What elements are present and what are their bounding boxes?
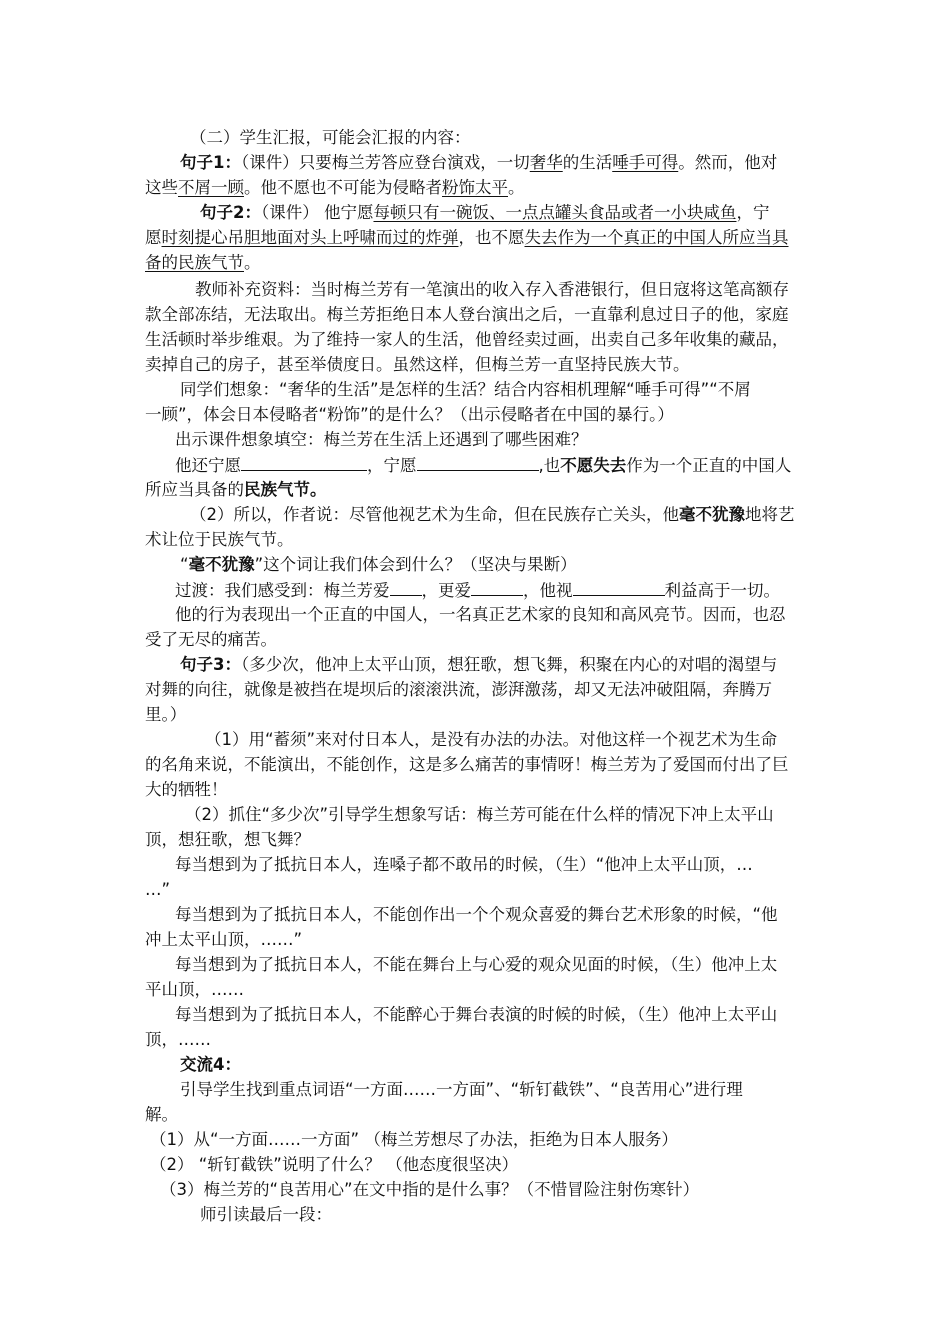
sentence-2-label: 句子2：: [200, 203, 261, 222]
list-item: （3）梅兰芳的“良苦用心”在文中指的是什么事？（不惜冒险注射伤寒针）: [160, 1180, 700, 1199]
sentence-3-label: 句子3：: [180, 655, 241, 674]
sentence-2-line-3: 备的民族气节。: [145, 253, 261, 272]
paragraph-line: 每当想到为了抵抗日本人，不能在舞台上与心爱的观众见面的时候，（生）他冲上太: [175, 955, 778, 974]
paragraph-line: 术让位于民族气节。: [145, 530, 294, 549]
fill-blank-line: 过渡：我们感受到：梅兰芳爱 ，更爱 ，他视 利益高于一切。: [175, 577, 780, 604]
sentence-1-line-2: 这些不屑一顾。他不愿也不可能为侵略者粉饰太平。: [145, 178, 525, 197]
fill-blank[interactable]: [390, 577, 422, 596]
paragraph-line: 一顾”，体会日本侵略者“粉饰”的是什么？（出示侵略者在中国的暴行。）: [145, 405, 674, 424]
sentence-2-line-1: 句子2：（课件） 他宁愿每顿只有一碗饭、一点点罐头食品或者一小块咸鱼，宁: [200, 203, 770, 222]
paragraph-line: 对舞的向往，就像是被挡在堤坝后的滚滚洪流，澎湃激荡，却又无法冲破阻隔，奔腾万: [145, 680, 772, 699]
paragraph-line: …”: [145, 880, 171, 899]
paragraph-line: 顶，……: [145, 1030, 211, 1049]
fill-blank[interactable]: [417, 452, 539, 471]
paragraph-line: （2）所以，作者说：尽管他视艺术为生命，但在民族存亡关头，他毫不犹豫地将艺: [190, 505, 795, 524]
fill-blank[interactable]: [241, 452, 367, 471]
fill-blank[interactable]: [471, 577, 523, 596]
paragraph-line: 冲上太平山顶，……”: [145, 930, 303, 949]
paragraph-line: 出示课件想象填空：梅兰芳在生活上还遇到了哪些困难？: [175, 430, 588, 449]
paragraph-line: 里。）: [145, 705, 187, 724]
paragraph-line: 每当想到为了抵抗日本人，不能醉心于舞台表演的时候的时候，（生）他冲上太平山: [175, 1005, 778, 1024]
paragraph-line: 教师补充资料：当时梅兰芳有一笔演出的收入存入香港银行，但日寇将这笔高额存: [195, 280, 789, 299]
paragraph-line: 引导学生找到重点词语“一方面……一方面”、“斩钉截铁”、“良苦用心”进行理: [180, 1080, 743, 1099]
sentence-3-line-1: 句子3：（多少次，他冲上太平山顶，想狂歌，想飞舞，积聚在内心的对唱的渴望与: [180, 655, 778, 674]
paragraph-line: （2）抓住“多少次”引导学生想象写话：梅兰芳可能在什么样的情况下冲上太平山: [185, 805, 774, 824]
paragraph-line: 卖掉自己的房子，甚至举债度日。虽然这样，但梅兰芳一直坚持民族大节。: [145, 355, 690, 374]
paragraph-line: （1）用“蓄须”来对付日本人，是没有办法的办法。对他这样一个视艺术为生命: [205, 730, 778, 749]
paragraph-line: 生活顿时举步维艰。为了维持一家人的生活，他曾经卖过画，出卖自己多年收集的藏品，: [145, 330, 789, 349]
paragraph-line: 解。: [145, 1105, 178, 1124]
paragraph-line: 师引读最后一段：: [200, 1205, 332, 1224]
section-heading: （二）学生汇报，可能会汇报的内容：: [190, 128, 471, 147]
paragraph-line: 每当想到为了抵抗日本人，不能创作出一个个观众喜爱的舞台艺术形象的时候，“他: [175, 905, 778, 924]
sentence-2-line-2: 愿时刻提心吊胆地面对头上呼啸而过的炸弹，也不愿失去作为一个真正的中国人所应当具: [145, 228, 789, 247]
paragraph-line: 平山顶，……: [145, 980, 244, 999]
paragraph-line: 的名角来说，不能演出，不能创作，这是多么痛苦的事情呀！梅兰芳为了爱国而付出了巨: [145, 755, 789, 774]
paragraph-line: 每当想到为了抵抗日本人，连嗓子都不敢吊的时候，（生）“他冲上太平山顶，…: [175, 855, 753, 874]
fill-blank-line: 他还宁愿 ，宁愿 ,也不愿失去作为一个正直的中国人: [175, 452, 791, 479]
paragraph-line: 受了无尽的痛苦。: [145, 630, 277, 649]
list-item: （2） “斩钉截铁”说明了什么？ （他态度很坚决）: [150, 1155, 519, 1174]
paragraph-line: 所应当具备的民族气节。: [145, 480, 327, 499]
fill-blank[interactable]: [573, 577, 665, 596]
exchange-4-heading: 交流4：: [180, 1055, 241, 1074]
paragraph-line: 大的牺牲！: [145, 780, 228, 799]
list-item: （1）从“一方面……一方面” （梅兰芳想尽了办法，拒绝为日本人服务）: [150, 1130, 678, 1149]
sentence-1-label: 句子1：: [180, 153, 241, 172]
paragraph-line: 顶，想狂歌，想飞舞？: [145, 830, 310, 849]
paragraph-line: 同学们想象：“奢华的生活”是怎样的生活？结合内容相机理解“唾手可得”“不屑: [180, 380, 751, 399]
paragraph-line: “毫不犹豫”这个词让我们体会到什么？（坚决与果断）: [180, 555, 577, 574]
paragraph-line: 他的行为表现出一个正直的中国人，一名真正艺术家的良知和高风亮节。因而，也忍: [175, 605, 786, 624]
paragraph-line: 款全部冻结，无法取出。梅兰芳拒绝日本人登台演出之后，一直靠利息过日子的他，家庭: [145, 305, 789, 324]
sentence-1-line-1: 句子1：（课件）只要梅兰芳答应登台演戏，一切奢华的生活唾手可得。然而，他对: [180, 153, 778, 172]
